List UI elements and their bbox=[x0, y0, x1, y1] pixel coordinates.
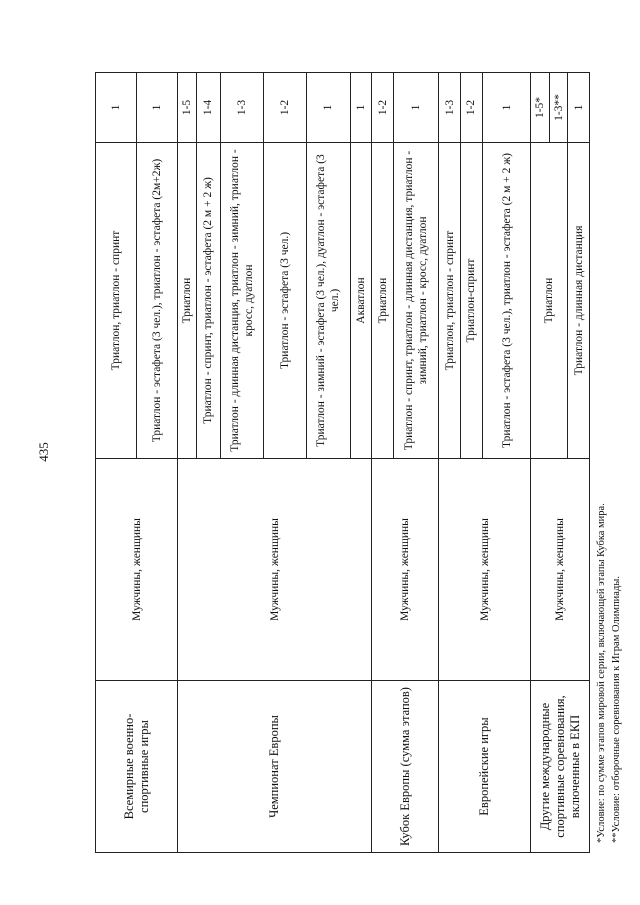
discipline-cell: Триатлон-спринт bbox=[461, 143, 483, 459]
discipline-cell: Триатлон - спринт, триатлон - эстафета (2 м + 2 ж) bbox=[196, 143, 220, 459]
page-number: 435 bbox=[36, 442, 51, 462]
competition-cell: Другие международные спортивные соревнования, включенные в ЕКП bbox=[531, 681, 590, 853]
places-cell: 1-3 bbox=[439, 73, 461, 143]
places-cell: 1 bbox=[96, 73, 137, 143]
gender-cell: Мужчины, женщины bbox=[531, 459, 590, 681]
competition-cell: Всемирные военно-спортивные игры bbox=[96, 681, 178, 853]
competition-cell: Европейские игры bbox=[439, 681, 531, 853]
discipline-cell: Триатлон, триатлон - спринт bbox=[96, 143, 137, 459]
places-cell: 1-5 bbox=[178, 73, 196, 143]
discipline-cell: Триатлон - длинная дистанция bbox=[568, 143, 590, 459]
discipline-cell: Триатлон bbox=[531, 143, 568, 459]
discipline-cell: Триатлон - эстафета (3 чел.), триатлон - эстафета (2м+2ж) bbox=[137, 143, 178, 459]
places-cell: 1 bbox=[350, 73, 372, 143]
gender-cell: Мужчины, женщины bbox=[96, 459, 178, 681]
gender-cell: Мужчины, женщины bbox=[372, 459, 439, 681]
gender-cell: Мужчины, женщины bbox=[178, 459, 372, 681]
places-cell: 1 bbox=[393, 73, 439, 143]
footnote: **Условие: отборочные соревнования к Играм Олимпиады. bbox=[611, 576, 622, 843]
places-cell: 1-3** bbox=[549, 73, 567, 143]
footnotes bbox=[594, 83, 624, 843]
discipline-cell: Триатлон - длинная дистанция, триатлон - зимний, триатлон - кросс, дуатлон bbox=[220, 143, 263, 459]
table-row bbox=[178, 73, 196, 853]
gender-cell: Мужчины, женщины bbox=[439, 459, 531, 681]
places-cell: 1-2 bbox=[372, 73, 394, 143]
places-cell: 1 bbox=[482, 73, 531, 143]
places-cell: 1-2 bbox=[263, 73, 306, 143]
table-row bbox=[439, 73, 461, 853]
discipline-cell: Триатлон - эстафета (3 чел.), триатлон - эстафета (2 м + 2 ж) bbox=[482, 143, 531, 459]
places-cell: 1-2 bbox=[461, 73, 483, 143]
discipline-cell: Акватлон bbox=[350, 143, 372, 459]
places-cell: 1-3 bbox=[220, 73, 263, 143]
table-row bbox=[372, 73, 394, 853]
discipline-cell: Триатлон - спринт, триатлон - длинная дистанция, триатлон - зимний, триатлон - кросс, дуатлон bbox=[393, 143, 439, 459]
places-cell: 1-4 bbox=[196, 73, 220, 143]
places-cell: 1 bbox=[307, 73, 350, 143]
places-cell: 1 bbox=[137, 73, 178, 143]
discipline-cell: Триатлон - зимний - эстафета (3 чел.), дуатлон - эстафета (3 чел.) bbox=[307, 143, 350, 459]
competition-cell: Кубок Европы (сумма этапов) bbox=[372, 681, 439, 853]
discipline-cell: Триатлон bbox=[178, 143, 196, 459]
places-cell: 1-5* bbox=[531, 73, 549, 143]
places-cell: 1 bbox=[568, 73, 590, 143]
table-row bbox=[96, 73, 137, 853]
triathlon-competitions-table bbox=[95, 72, 590, 853]
discipline-cell: Триатлон bbox=[372, 143, 394, 459]
discipline-cell: Триатлон - эстафета (3 чел.) bbox=[263, 143, 306, 459]
competition-cell: Чемпионат Европы bbox=[178, 681, 372, 853]
rotated-page bbox=[95, 73, 622, 853]
table-row bbox=[531, 73, 549, 853]
discipline-cell: Триатлон, триатлон - спринт bbox=[439, 143, 461, 459]
footnote: *Условие: по сумме этапов мировой серии, включающей этапы Кубка мира. bbox=[596, 503, 607, 843]
